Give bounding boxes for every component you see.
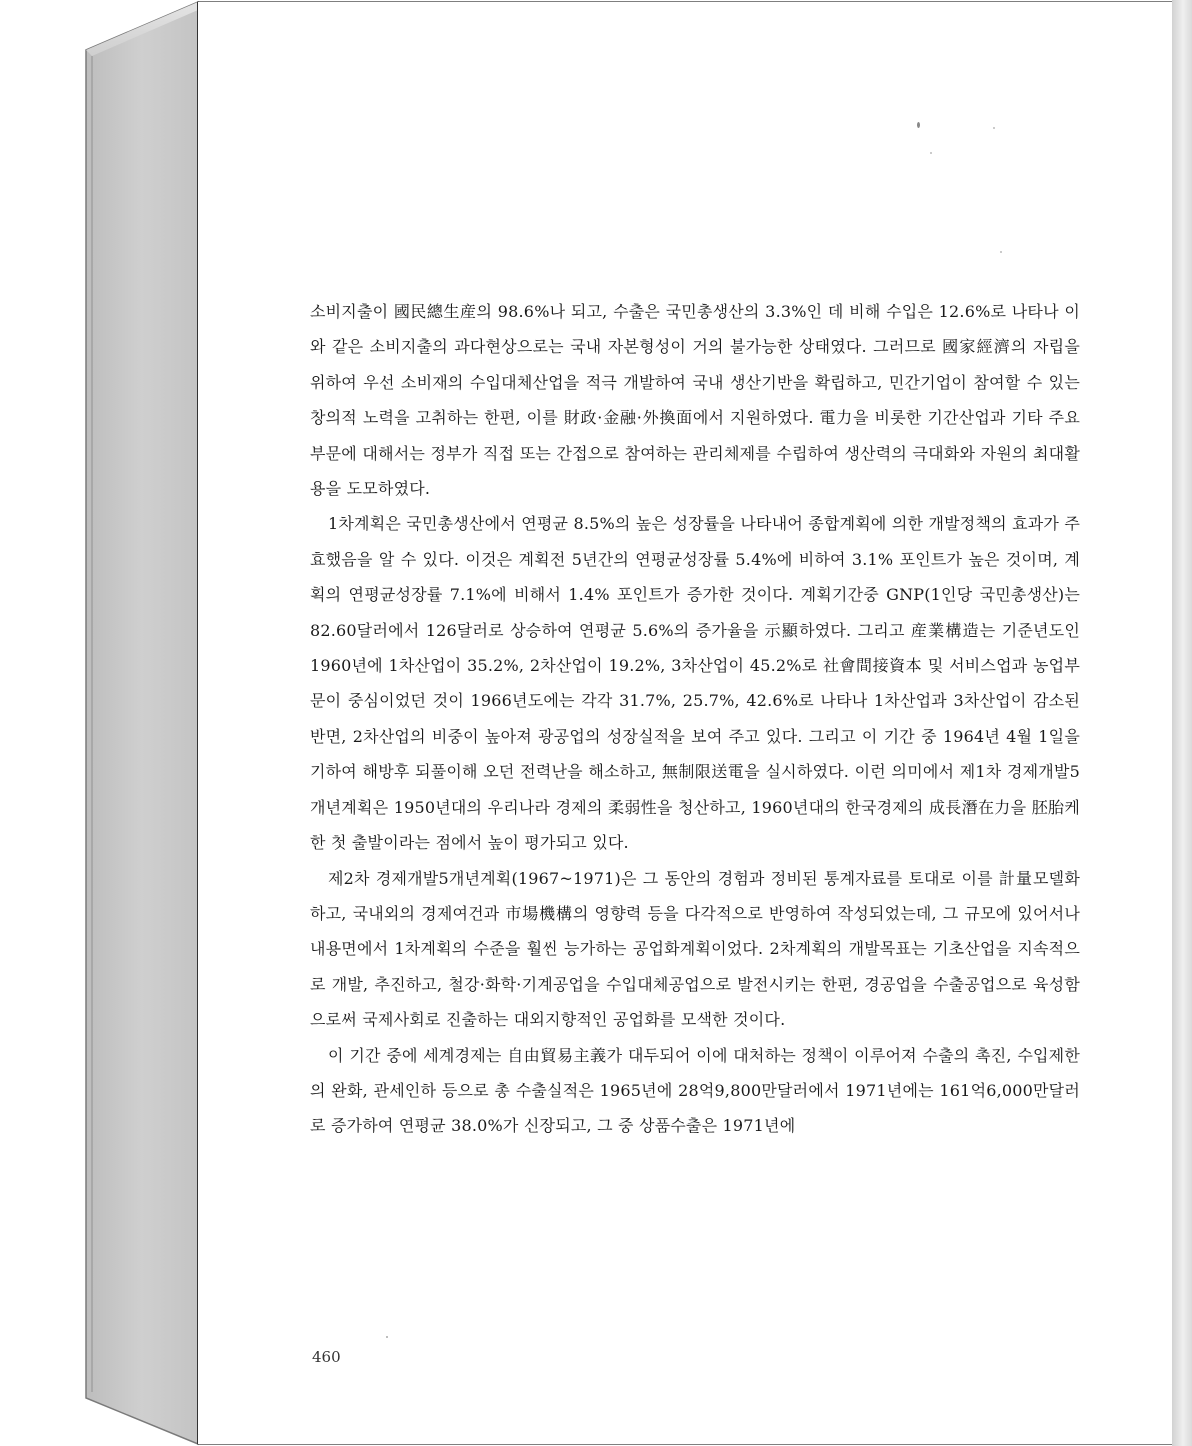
scan-speck	[993, 127, 995, 129]
scan-speck	[1000, 251, 1002, 253]
scan-speck	[917, 122, 920, 128]
paragraph: 1차계획은 국민총생산에서 연평균 8.5%의 높은 성장률을 나타내어 종합계획에 의한 개발정책의 효과가 주효했음을 알 수 있다. 이것은 계획전 5년간의 연평균성장률 5.4%에 비하여 3.1% 포인트가 높은 것이며, 계획의 연평균성장률 7.1%에 비해서 1.4% 포인트가 증가한 것이다. 계획기간중 GNP(1인당 국민총생산)는 82.60달러에서 126달러로 상승하여 연평균 5.6%의 증가율을 示顯하였다. 그리고 産業構造는 기준년도인 1960년에 1차산업이 35.2%, 2차산업이 19.2%, 3차산업이 45.2%로 社會間接資本 및 서비스업과 농업부문이 중심이었던 것이 1966년도에는 각각 31.7%, 25.7%, 42.6%로 나타나 1차산업과 3차산업이 감소된 반면, 2차산업의 비중이 높아져 광공업의 성장실적을 보여 주고 있다. 그리고 이 기간 중 1964년 4월 1일을 기하여 해방후 되풀이해 오던 전력난을 해소하고, 無制限送電을 실시하였다. 이런 의미에서 제1차 경제개발5개년계획은 1950년대의 우리나라 경제의 柔弱性을 청산하고, 1960년대의 한국경제의 成長潛在力을 胚胎케 한 첫 출발이라는 점에서 높이 평가되고 있다.	[310, 514, 1080, 853]
paragraph: 제2차 경제개발5개년계획(1967~1971)은 그 동안의 경험과 정비된 통계자료를 토대로 이를 計量모델화하고, 국내외의 경제여건과 市場機構의 영향력 등을 다각적으로 반영하여 작성되었는데, 그 규모에 있어서나 내용면에서 1차계획의 수준을 훨씬 능가하는 공업화계획이었다. 2차계획의 개발목표는 기초산업을 지속적으로 개발, 추진하고, 철강·화학·기계공업을 수입대체공업으로 발전시키는 한편, 경공업을 수출공업으로 육성함으로써 국제사회로 진출하는 대외지향적인 공업화를 모색한 것이다.	[310, 868, 1080, 1030]
page-right-edge	[1172, 0, 1192, 1446]
scan-speck	[386, 1336, 388, 1338]
paragraph: 소비지출이 國民總生産의 98.6%나 되고, 수출은 국민총생산의 3.3%인 데 비해 수입은 12.6%로 나타나 이와 같은 소비지출의 과다현상으로는 국내 자본형성이 거의 불가능한 상태였다. 그러므로 國家經濟의 자립을 위하여 우선 소비재의 수입대체산업을 적극 개발하여 국내 생산기반을 확립하고, 민간기업이 참여할 수 있는 창의적 노력을 고취하는 한편, 이를 財政·金融·外換面에서 지원하였다. 電力을 비롯한 기간산업과 기타 주요부문에 대해서는 정부가 직접 또는 간접으로 참여하는 관리체제를 수립하여 생산력의 극대화와 자원의 최대활용을 도모하였다.	[310, 302, 1080, 499]
spine-face	[86, 2, 198, 1444]
page-number: 460	[312, 1348, 341, 1366]
document-body	[310, 294, 1080, 1144]
scan-speck	[930, 152, 932, 154]
paragraph: 이 기간 중에 세계경제는 自由貿易主義가 대두되어 이에 대처하는 정책이 이루어져 수출의 촉진, 수입제한의 완화, 관세인하 등으로 총 수출실적은 1965년에 28억9,800만달러에서 1971년에는 161억6,000만달러로 증가하여 연평균 38.0%가 신장되고, 그 중 상품수출은 1971년에	[310, 1045, 1080, 1136]
